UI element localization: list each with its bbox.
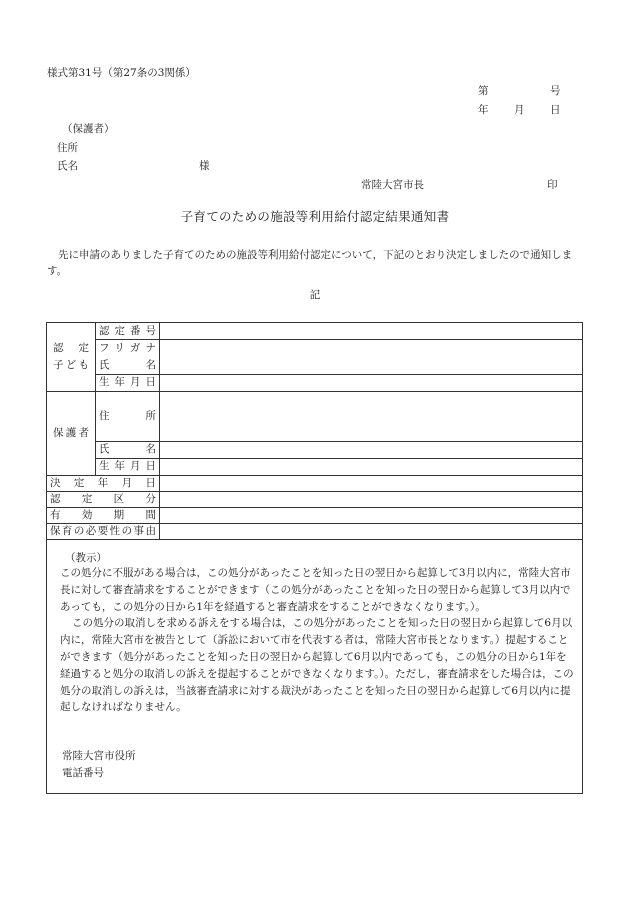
name-label: 氏名 (57, 160, 78, 172)
furigana-name-label (96, 340, 160, 375)
guardian-name-field[interactable] (160, 441, 583, 458)
honorific: 様 (199, 160, 210, 172)
table-row (47, 475, 583, 491)
table-row (47, 374, 583, 391)
child-name-field[interactable] (160, 340, 583, 375)
furigana-label: フリガナ (99, 342, 156, 354)
guardian-birthdate-label: 生年月日 (96, 458, 160, 475)
date-year: 年 (478, 104, 489, 116)
table-row (47, 441, 583, 458)
child-name-label: 氏 名 (99, 358, 156, 371)
ki-mark: 記 (309, 289, 321, 301)
address-label: 住所 (57, 142, 78, 154)
child-birthdate-field[interactable] (160, 374, 583, 391)
table-row (47, 507, 583, 523)
notice-paragraph-1: この処分に不服がある場合は，この処分があったことを知った日の翌日から起算して3月以内に，常陸大宮市長に対して審査請求をすることができます（この処分があったことを知った日の翌日から起算して3月以内であっても，この処分の日から1年を経過すると審査請求をすることができなくなります。）。 (60, 567, 571, 613)
decision-date-label: 決定年月日 (47, 475, 160, 491)
necessity-reason-label: 保育の必要性の事由 (47, 523, 160, 539)
cert-number-label: 認定番号 (96, 323, 160, 340)
valid-period-label: 有効期間 (47, 507, 160, 523)
notice-body (60, 565, 575, 716)
table-row (47, 391, 583, 441)
issuer-name: 常陸大宮市長 (361, 179, 424, 191)
date-day: 日 (550, 104, 561, 116)
decision-date-field[interactable] (160, 475, 583, 491)
notice-paragraph-2: この処分の取消しを求める訴えをする場合は，この処分があったことを知った日の翌日から起算して6月以内に，常陸大宮市を被告として（訴訟において市を代表する者は，常陸大宮市長となります。）提起することができます（処分があったことを知った日の翌日から起算して6月以内であっても，この処分の日から1年を経過すると処分の取消しの訴えを提起することができなくなります。）。ただし，審査請求をした場合は，この処分の取消しの訴えは，当該審査請求に対する裁決があったことを知った日の翌日から起算して6月以内に提起しなければなりません。 (60, 617, 574, 714)
table-row (47, 323, 583, 340)
child-group-label: 認 定 子ども (47, 323, 96, 392)
guardian-birthdate-field[interactable] (160, 458, 583, 475)
seal-mark: 印 (547, 179, 558, 191)
guardian-address-label: 住 所 (96, 391, 160, 441)
notice-heading: （教示） (65, 552, 107, 564)
form-number: 様式第31号（第27条の3関係） (47, 67, 196, 79)
guardian-name-label: 氏 名 (96, 441, 160, 458)
guardian-label: （保護者） (62, 123, 115, 135)
guardian-address-field[interactable] (160, 391, 583, 441)
table-row (47, 491, 583, 507)
date-month: 月 (514, 104, 525, 116)
office-name: 常陸大宮市役所 (62, 750, 136, 762)
valid-period-field[interactable] (160, 507, 583, 523)
table-row (47, 458, 583, 475)
cert-number-field[interactable] (160, 323, 583, 340)
number-suffix: 号 (550, 85, 561, 97)
intro-text: 先に申請のありました子育てのための施設等利用給付認定について，下記のとおり決定しましたので通知します。 (47, 249, 573, 278)
table-row (47, 340, 583, 375)
guardian-group-label: 保護者 (47, 391, 96, 475)
number-prefix: 第 (478, 85, 489, 97)
phone-label: 電話番号 (62, 767, 104, 779)
child-birthdate-label: 生年月日 (96, 374, 160, 391)
document-title: 子育てのための施設等利用給付認定結果通知書 (180, 209, 450, 224)
certification-table (46, 322, 583, 540)
cert-category-field[interactable] (160, 491, 583, 507)
cert-category-label: 認定区分 (47, 491, 160, 507)
